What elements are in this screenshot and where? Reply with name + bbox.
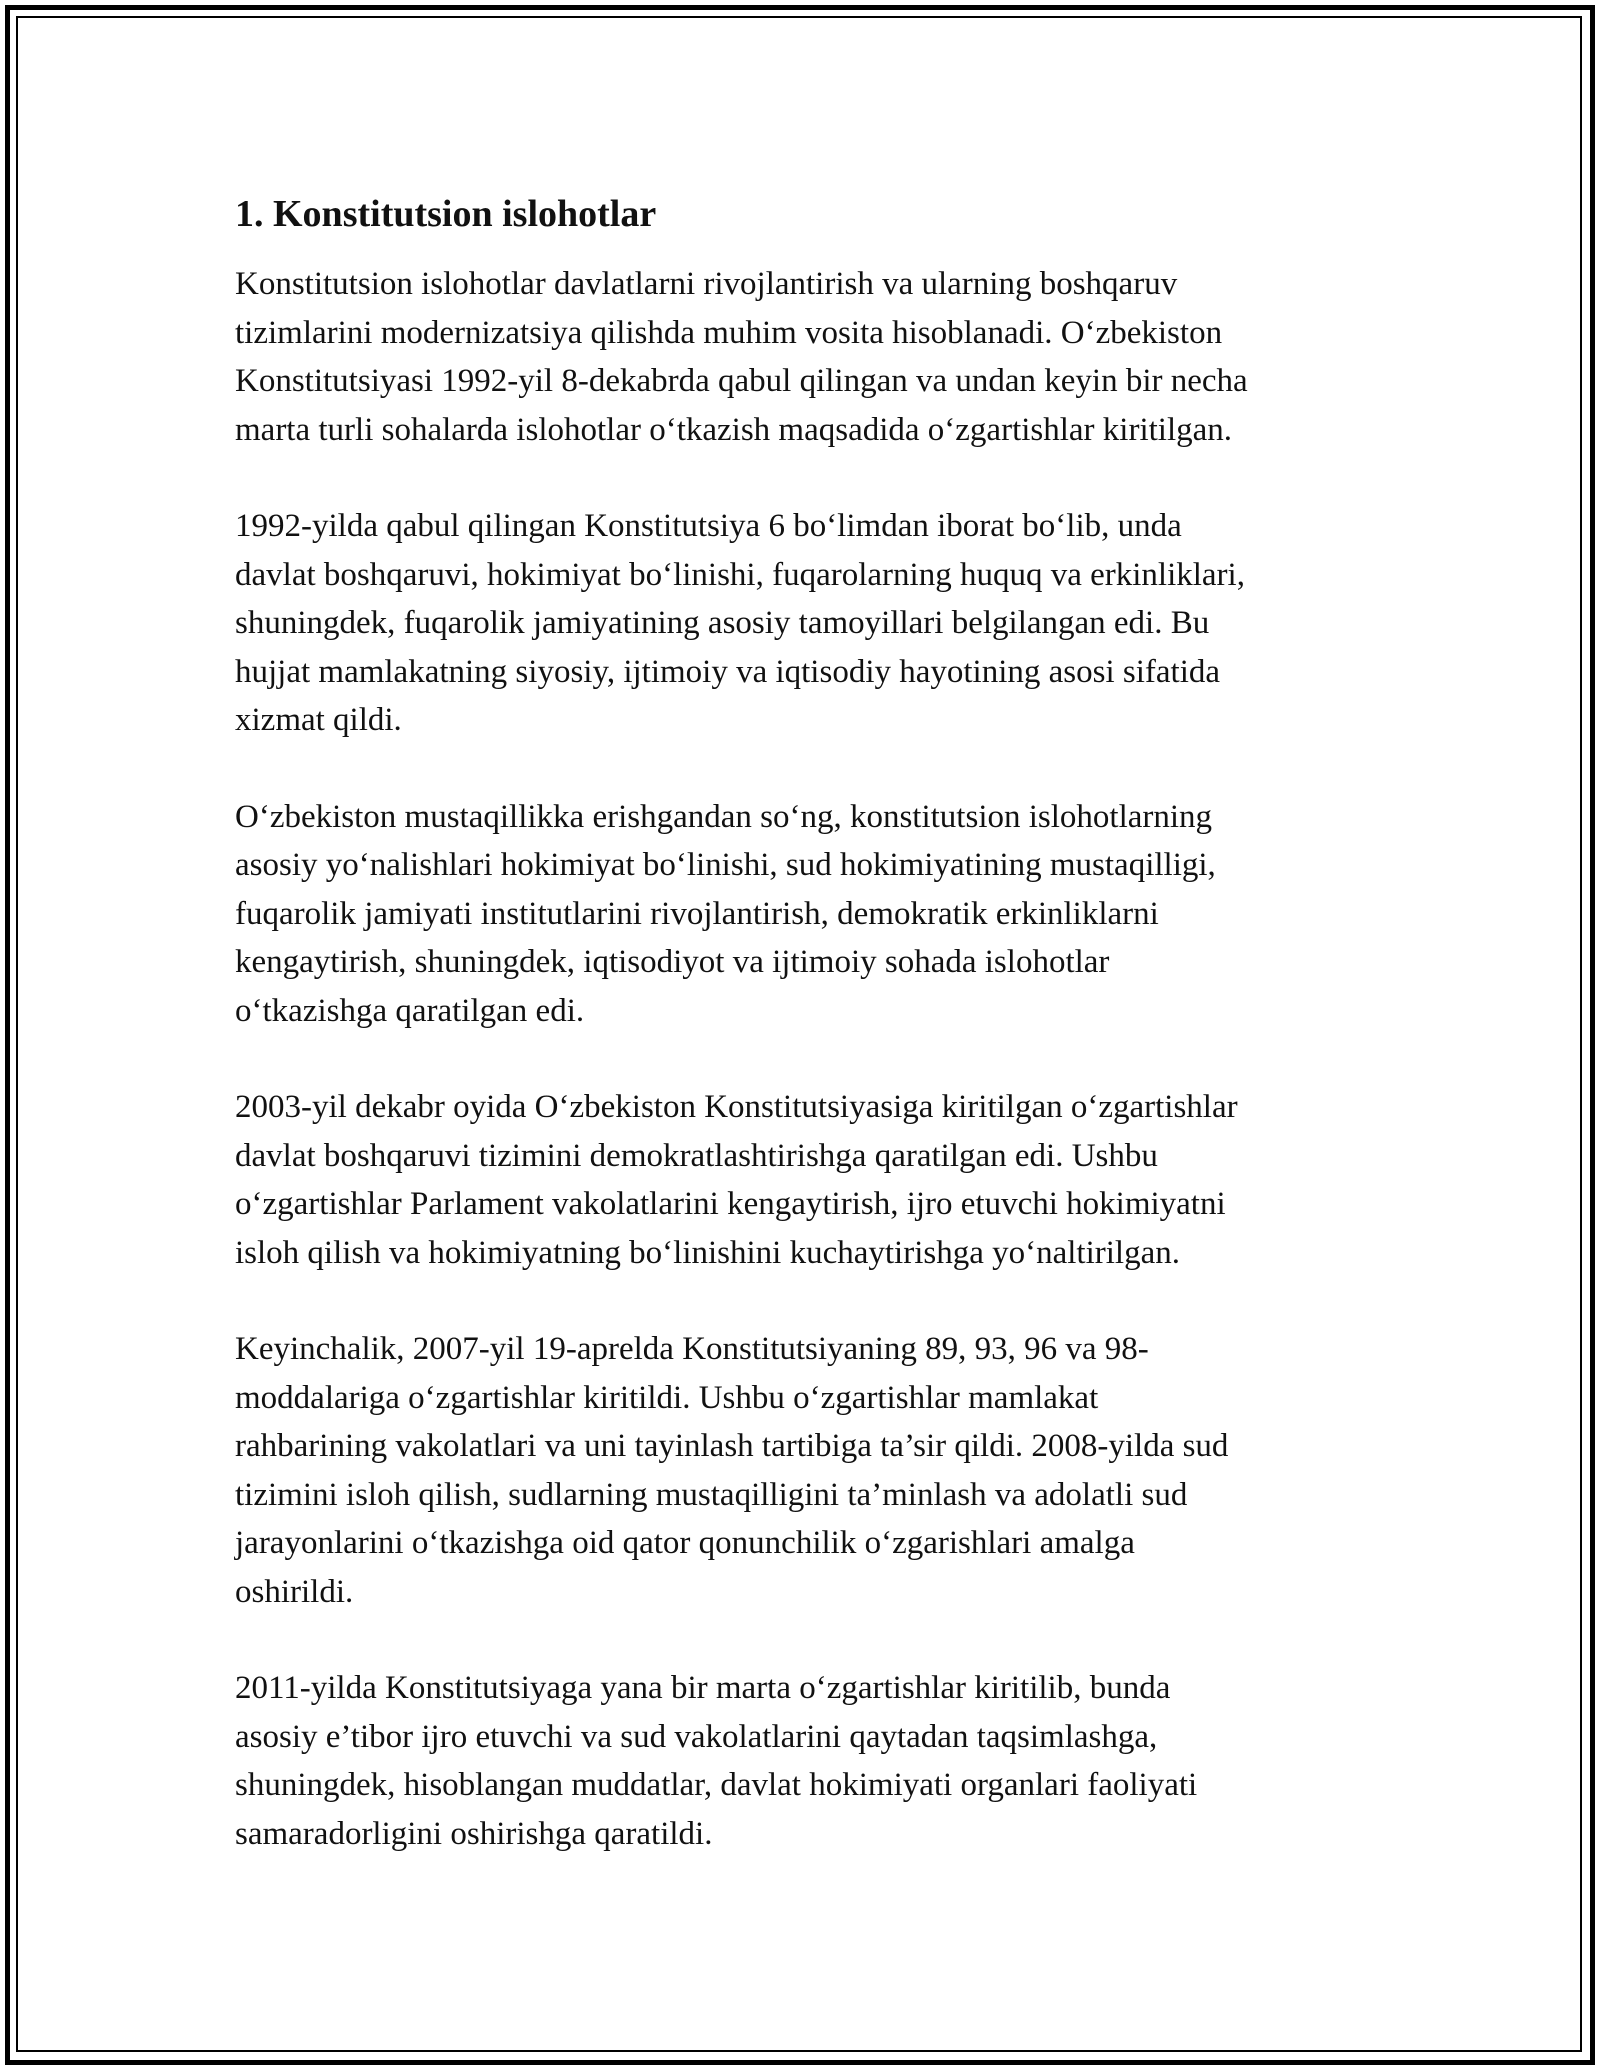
paragraph-line: shuningdek, hisoblangan muddatlar, davlat hokimiyati organlari faoliyati (235, 1767, 1198, 1803)
paragraph-line: Keyinchalik, 2007-yil 19-aprelda Konstitutsiyaning 89, 93, 96 va 98- (235, 1331, 1149, 1367)
paragraph-line: tizimini isloh qilish, sudlarning mustaqilligini ta’minlash va adolatli sud (235, 1476, 1188, 1513)
paragraph-line: Konstitutsion islohotlar davlatlarni rivojlantirish va ularning boshqaruv (235, 266, 1178, 302)
document-body (235, 188, 1370, 1906)
paragraph-line: jarayonlarini o‘tkazishga oid qator qonunchilik o‘zgarishlari amalga (235, 1525, 1135, 1561)
section-title: 1. Konstitutsion islohotlar (235, 193, 657, 235)
paragraph-line: Konstitutsiyasi 1992-yil 8-dekabrda qabul qilingan va undan keyin bir necha (235, 363, 1248, 399)
paragraph-line: o‘tkazishga qaratilgan edi. (235, 992, 585, 1029)
paragraph-line: shuningdek, fuqarolik jamiyatining asosiy tamoyillari belgilangan edi. Bu (235, 605, 1210, 641)
paragraph-line: marta turli sohalarda islohotlar o‘tkazish maqsadida o‘zgartishlar kiritilgan. (235, 411, 1233, 448)
paragraph-3 (235, 793, 1370, 1036)
paragraph-line: asosiy yo‘nalishlari hokimiyat bo‘linishi, sud hokimiyatining mustaqilligi, (235, 847, 1216, 883)
paragraph-line: 1992-yilda qabul qilingan Konstitutsiya 6 bo‘limdan iborat bo‘lib, unda (235, 508, 1182, 544)
paragraph-list (235, 260, 1370, 1858)
paragraph-line: moddalariga o‘zgartishlar kiritildi. Ushbu o‘zgartishlar mamlakat (235, 1379, 1099, 1416)
paragraph-2 (235, 502, 1370, 745)
paragraph-line: 2003-yil dekabr oyida O‘zbekiston Konstitutsiyasiga kiritilgan o‘zgartishlar (235, 1089, 1238, 1125)
paragraph-line: kengaytirish, shuningdek, iqtisodiyot va ijtimoiy sohada islohotlar (235, 944, 1110, 980)
paragraph-line: rahbarining vakolatlari va uni tayinlash tartibiga ta’sir qildi. 2008-yilda sud (235, 1428, 1229, 1464)
paragraph-line: davlat boshqaruvi tizimini demokratlashtirishga qaratilgan edi. Ushbu (235, 1137, 1158, 1174)
paragraph-5 (235, 1325, 1370, 1616)
paragraph-line: hujjat mamlakatning siyosiy, ijtimoiy va iqtisodiy hayotining asosi sifatida (235, 653, 1221, 690)
paragraph-line: isloh qilish va hokimiyatning bo‘linishini kuchaytirishga yo‘naltirilgan. (235, 1234, 1180, 1271)
paragraph-line: oshirildi. (235, 1573, 354, 1610)
paragraph-line: 2011-yilda Konstitutsiyaga yana bir marta o‘zgartishlar kiritilib, bunda (235, 1670, 1171, 1706)
paragraph-line: samaradorligini oshirishga qaratildi. (235, 1815, 713, 1852)
paragraph-6 (235, 1664, 1370, 1858)
paragraph-line: xizmat qildi. (235, 702, 402, 738)
paragraph-line: tizimlarini modernizatsiya qilishda muhim vosita hisoblanadi. O‘zbekiston (235, 314, 1223, 351)
paragraph-line: fuqarolik jamiyati institutlarini rivojlantirish, demokratik erkinliklarni (235, 895, 1159, 932)
paragraph-line: davlat boshqaruvi, hokimiyat bo‘linishi, fuqarolarning huquq va erkinliklari, (235, 556, 1245, 593)
paragraph-line: O‘zbekiston mustaqillikka erishgandan so‘ng, konstitutsion islohotlarning (235, 798, 1213, 835)
paragraph-line: asosiy e’tibor ijro etuvchi va sud vakolatlarini qaytadan taqsimlashga, (235, 1718, 1158, 1755)
paragraph-1 (235, 260, 1370, 454)
paragraph-4 (235, 1083, 1370, 1277)
paragraph-line: o‘zgartishlar Parlament vakolatlarini kengaytirish, ijro etuvchi hokimiyatni (235, 1186, 1226, 1222)
